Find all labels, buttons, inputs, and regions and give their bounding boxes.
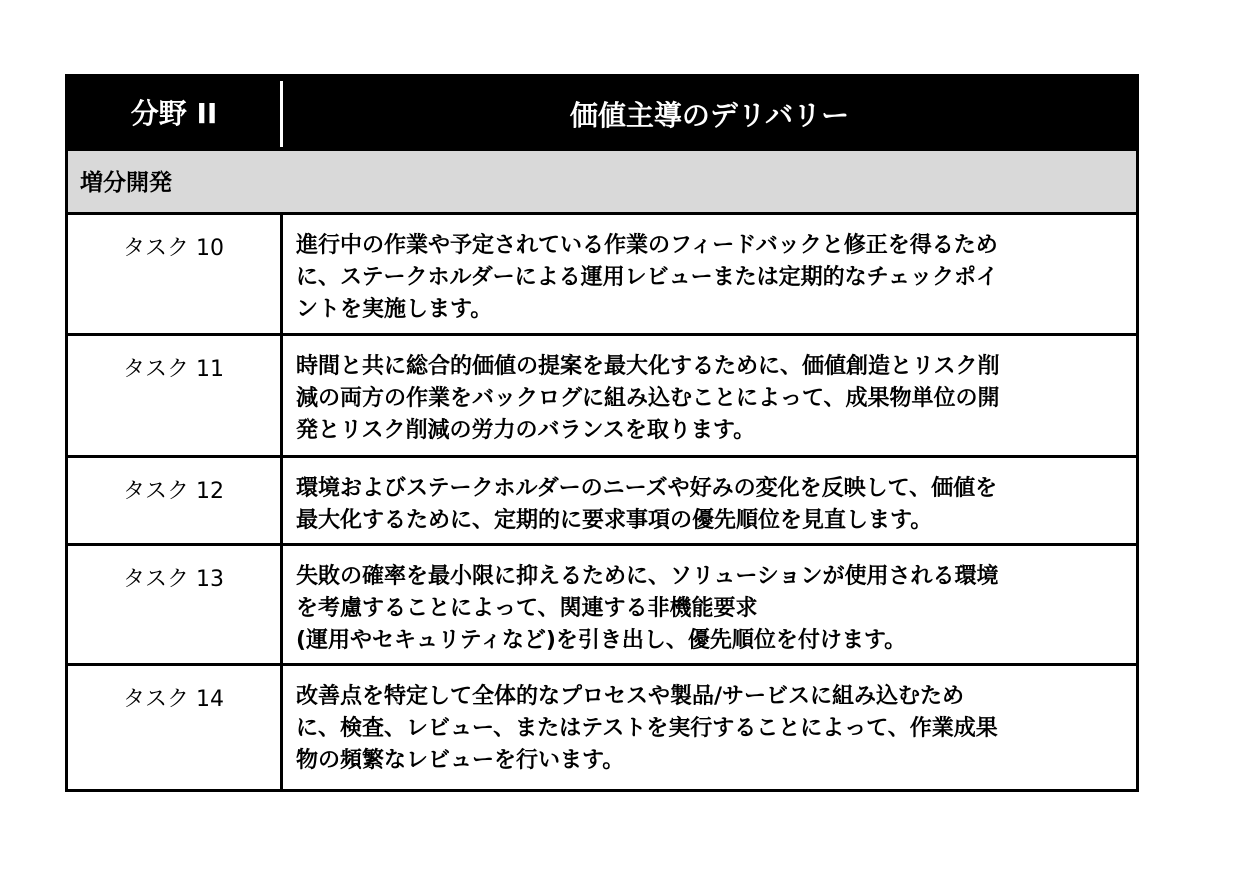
description-line: を考慮することによって、関連する非機能要求 [296,596,758,621]
description-line: 失敗の確率を最小限に抑えるために、ソリューションが使用される環境 [296,564,999,589]
description-line: 改善点を特定して全体的なプロセスや製品/サービスに組み込むため [296,684,965,709]
description-line: に、検査、レビュー、またはテストを実行することによって、作業成果 [296,716,998,741]
domain-title: 価値主導のデリバリー [569,99,850,132]
task-label: タスク 13 [68,546,283,663]
section-heading: 増分開発 [68,151,1136,215]
task-description [283,458,1136,543]
description-line: 最大化するために、定期的に要求事項の優先順位を見直します。 [296,508,933,533]
task-description [283,546,1136,663]
description-line: 環境およびステークホルダーのニーズや好みの変化を反映して、価値を [296,476,998,501]
task-description [283,666,1136,789]
table-header [68,77,1136,151]
task-table [65,74,1139,792]
task-label: タスク 12 [68,458,283,543]
description-line: 進行中の作業や予定されている作業のフィードバックと修正を得るため [296,233,998,258]
description-line: 物の頻繁なレビューを行います。 [296,748,625,773]
task-label: タスク 14 [68,666,283,789]
table-row [68,336,1136,458]
description-line: に、ステークホルダーによる運用レビューまたは定期的なチェックポイ [296,265,999,290]
description-line: ントを実施します。 [296,297,493,322]
table-row [68,666,1136,789]
description-line: 時間と共に総合的価値の提案を最大化するために、価値創造とリスク削 [296,354,1000,379]
description-line: 発とリスク削減の労力のバランスを取ります。 [296,418,756,443]
task-label: タスク 10 [68,215,283,333]
task-description [283,215,1136,333]
table-row [68,546,1136,666]
description-line: 減の両方の作業をバックログに組み込むことによって、成果物単位の開 [296,386,1000,411]
task-label: タスク 11 [68,336,283,455]
task-description [283,336,1136,455]
table-row [68,215,1136,336]
domain-label: 分野 II [68,81,283,147]
table-row [68,458,1136,546]
description-line: (運用やセキュリティなど)を引き出し、優先順位を付けます。 [296,628,907,653]
